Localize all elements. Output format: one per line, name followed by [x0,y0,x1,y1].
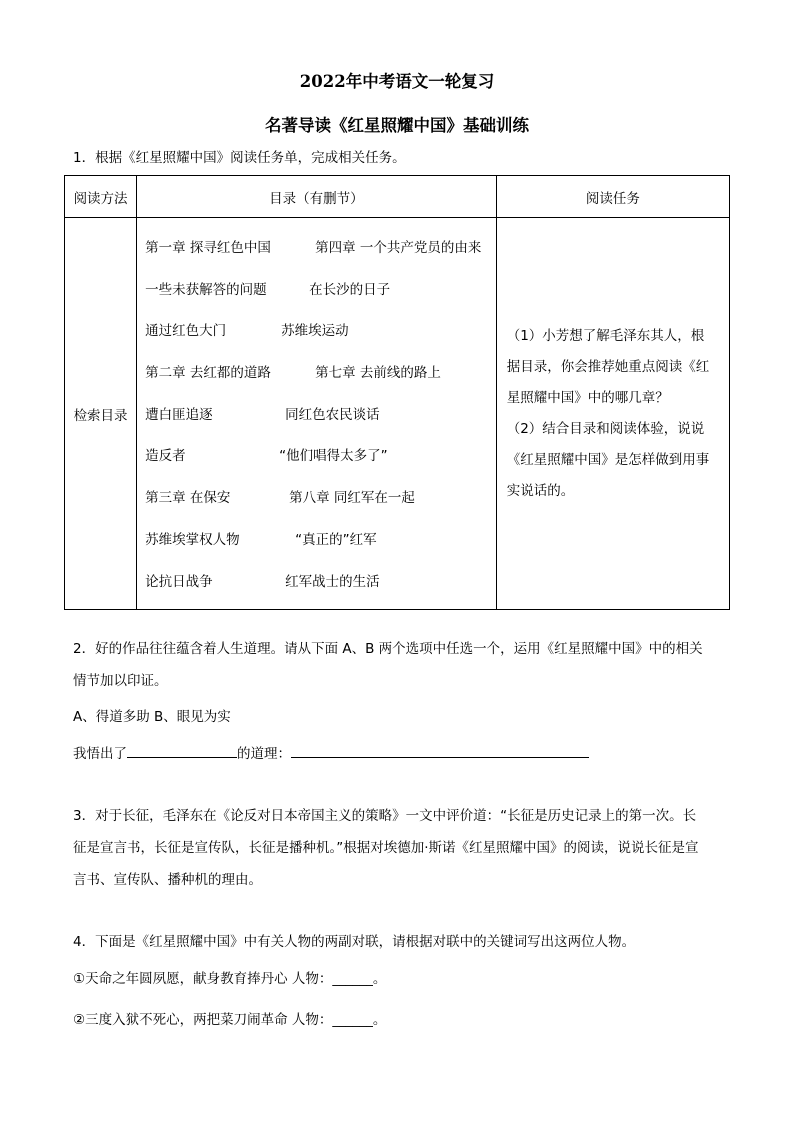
q1-prompt: 1．根据《红星照耀中国》阅读任务单，完成相关任务。 [73,150,406,166]
header-toc: 目录（有删节） [137,176,497,218]
toc-row [145,436,496,478]
toc-right: 红军战士的生活 [285,573,380,590]
task-line: 《红星照耀中国》是怎样做到用事 [506,451,710,468]
toc-left: 第一章 探寻红色中国 [145,240,271,256]
toc-right: “他们唱得太多了” [279,448,388,465]
q2-line2: 情节加以印证。 [73,673,168,689]
q3-line3: 言书、宣传队、播种机的理由。 [73,872,262,888]
toc-left: 论抗日战争 [145,573,213,590]
toc-right: 苏维埃运动 [281,323,349,340]
toc-cell [137,218,497,610]
q3-line2: 征是宣言书，长征是宣传队，长征是播种机。”根据对埃德加·斯诺《红星照耀中国》的阅读，说说长征是宣 [73,840,699,856]
task-line: 实说话的。 [506,482,575,499]
header-task: 阅读任务 [496,176,729,218]
q4-item2: ②三度入狱不死心，两把菜刀闹革命 人物：______。 [73,1012,387,1028]
task-line: （1）小芳想了解毛泽东其人，根 [506,327,705,344]
q2-answer-prefix: 我悟出了 [73,746,127,762]
toc-row [145,228,496,270]
toc-row [145,520,496,562]
toc-row [145,311,496,353]
toc-left: 遭白匪追逐 [145,406,213,423]
toc-row [145,395,496,437]
task-line: 星照耀中国》中的哪几章？ [506,389,669,406]
q3-line1: 3．对于长征，毛泽东在《论反对日本帝国主义的策略》一文中评价道：“长征是历史记录上的第一次。长 [73,808,697,824]
task-cell [496,218,729,610]
toc-left: 一些未获解答的问题 [145,281,267,298]
toc-right: 在长沙的日子 [309,281,391,298]
task-line: （2）结合目录和阅读体验，说说 [506,420,705,437]
q2-answer-line [73,739,733,770]
q4-item1: ①天命之年圆夙愿，献身教育捧丹心 人物：______。 [73,971,387,987]
toc-left: 苏维埃掌权人物 [145,531,240,548]
method-cell: 检索目录 [65,218,137,610]
toc-row [145,353,496,395]
toc-row [145,270,496,312]
page-subtitle: 名著导读《红星照耀中国》基础训练 [265,116,529,135]
toc-left: 造反者 [145,448,186,465]
page-title: 2022年中考语文一轮复习 [299,72,495,91]
header-method: 阅读方法 [65,176,137,218]
q2-answer-middle: 的道理： [237,746,291,762]
toc-row [145,478,496,520]
toc-right: 第七章 去前线的路上 [315,365,441,382]
toc-left: 第二章 去红都的道路 [145,365,271,382]
task-line: 据目录，你会推荐她重点阅读《红 [506,358,710,375]
q2-blank-principle[interactable] [127,743,237,758]
q2-options: A、得道多助 B、眼见为实 [73,709,231,725]
toc-right: 第八章 同红军在一起 [289,490,415,507]
toc-right: “真正的”红军 [295,531,377,548]
reading-task-table [64,175,730,610]
toc-row [145,562,496,604]
toc-right: 同红色农民谈话 [285,406,380,423]
q4-prompt: 4．下面是《红星照耀中国》中有关人物的两副对联，请根据对联中的关键词写出这两位人物。 [73,934,636,950]
q2-line1: 2．好的作品往往蕴含着人生道理。请从下面 A、B 两个选项中任选一个，运用《红星照耀中国》中的相关 [73,641,703,657]
toc-right: 第四章 一个共产党员的由来 [315,240,482,256]
toc-left: 第三章 在保安 [145,490,231,507]
toc-left: 通过红色大门 [145,323,227,340]
q2-blank-explanation[interactable] [291,743,589,758]
